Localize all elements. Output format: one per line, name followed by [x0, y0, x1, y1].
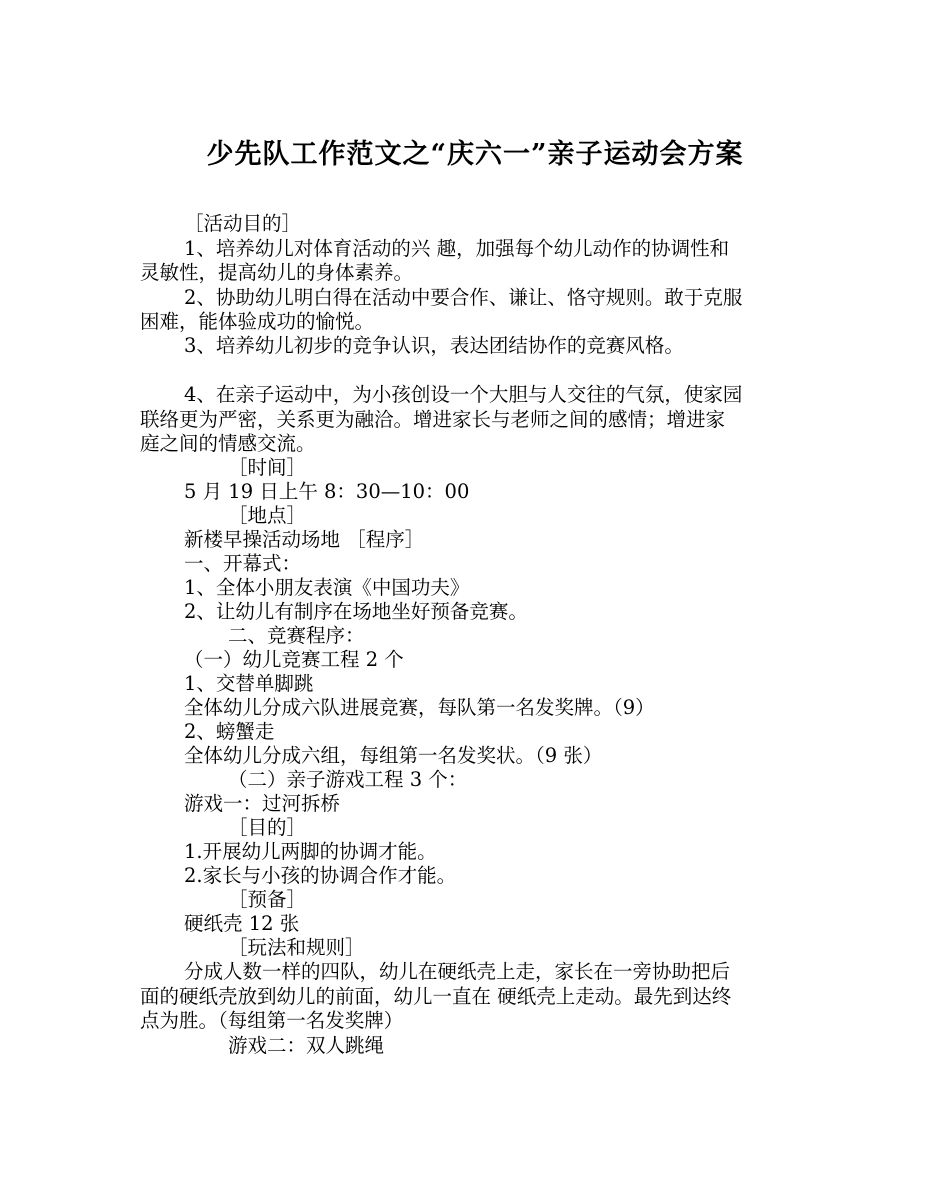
- paragraph-line: 困难，能体验成功的愉悦。: [140, 310, 375, 333]
- game-heading: 游戏一：过河拆桥: [184, 792, 341, 815]
- list-item: 2、让幼儿有制序在场地坐好预备竞赛。: [184, 600, 528, 623]
- list-item: 1、交替单脚跳: [184, 672, 314, 695]
- paragraph-line: 硬纸壳 12 张: [184, 912, 300, 935]
- section-heading: 一、开幕式：: [184, 552, 302, 575]
- list-item: 1、全体小朋友表演《中国功夫》: [184, 576, 470, 599]
- paragraph-line: 1、培养幼儿对体育活动的兴 趣，加强每个幼儿动作的协调性和: [184, 237, 730, 260]
- list-item: 2.家长与小孩的协调合作才能。: [184, 864, 457, 887]
- heading-location: ［地点］: [228, 504, 307, 527]
- paragraph-line: 全体幼儿分成六组，每组第一名发奖状。（9 张）: [184, 744, 603, 767]
- heading-purpose: ［活动目的］: [184, 212, 302, 235]
- game-heading: 游戏二：双人跳绳: [228, 1034, 385, 1057]
- list-item: 2、螃蟹走: [184, 720, 275, 743]
- paragraph-line: 庭之间的情感交流。: [140, 432, 316, 455]
- document-title: 少先队工作范文之“庆六一”亲子运动会方案: [206, 139, 744, 170]
- paragraph-line: 2、协助幼儿明白得在活动中要合作、谦让、恪守规则。敢于克服: [184, 286, 743, 309]
- subsection-heading: （二）亲子游戏工程 3 个：: [228, 768, 468, 791]
- subsection-heading: （一）幼儿竞赛工程 2 个: [184, 648, 404, 671]
- paragraph-line: 4、在亲子运动中，为小孩创设一个大胆与人交往的气氛，使家园: [184, 383, 743, 406]
- paragraph-line: 分成人数一样的四队，幼儿在硬纸壳上走，家长在一旁协助把后: [184, 960, 731, 983]
- heading-rules: ［玩法和规则］: [228, 936, 365, 959]
- paragraph-line: 面的硬纸壳放到幼儿的前面，幼儿一直在 硬纸壳上走动。最先到达终: [140, 985, 732, 1008]
- heading-preparation: ［预备］: [228, 888, 307, 911]
- paragraph-line: 联络更为严密，关系更为融洽。增进家长与老师之间的感情；增进家: [140, 408, 726, 431]
- paragraph-line: 点为胜。（每组第一名发奖牌）: [140, 1009, 404, 1032]
- paragraph-line: 全体幼儿分成六队进展竞赛，每队第一名发奖牌。（9）: [184, 696, 655, 719]
- paragraph-line: 灵敏性，提高幼儿的身体素养。: [140, 261, 414, 284]
- heading-goal: ［目的］: [228, 816, 307, 839]
- location-value: 新楼早操活动场地 ［程序］: [184, 528, 425, 551]
- paragraph-line: 3、培养幼儿初步的竞争认识，表达团结协作的竞赛风格。: [184, 334, 684, 357]
- time-value: 5 月 19 日上午 8：30—10：00: [184, 480, 470, 503]
- list-item: 1.开展幼儿两脚的协调才能。: [184, 840, 437, 863]
- heading-time: ［时间］: [228, 456, 307, 479]
- section-heading: 二、竞赛程序：: [228, 624, 365, 647]
